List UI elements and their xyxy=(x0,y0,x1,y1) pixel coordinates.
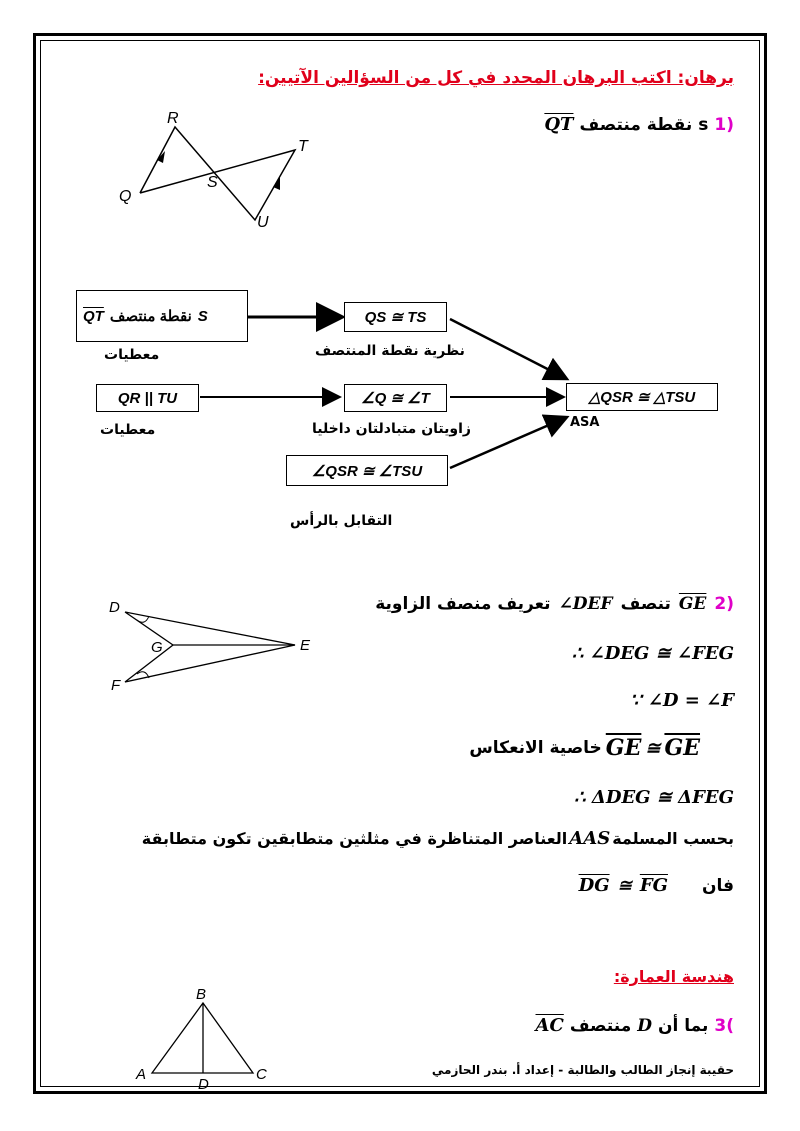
footer: حقيبة إنجاز الطالب والطالبة - إعداد أ. بندر الحازمي xyxy=(431,1063,734,1077)
step3-box xyxy=(286,455,448,486)
q2-line4-a: $\overline{GE}$ xyxy=(605,735,642,761)
q2-line7-a: فان xyxy=(701,875,734,896)
q2-line7 xyxy=(579,875,734,896)
fig3-label-D: D xyxy=(198,1076,209,1093)
step3-reason: التقابل بالرأس xyxy=(290,513,393,529)
q2-line1-b: تعريف منصف الزاوية xyxy=(375,594,551,614)
step1-reason: نظرية نقطة المنتصف xyxy=(315,343,465,359)
given1-text: نقطة منتصف xyxy=(109,308,192,325)
q1-s: s xyxy=(698,114,709,135)
q2-line1-seg: $\overline{GE}$ xyxy=(678,594,707,614)
conclusion-reason: ASA xyxy=(570,415,600,430)
q2-line1 xyxy=(375,594,734,614)
conclusion-box xyxy=(566,383,718,411)
q2-line6-aas: AAS xyxy=(569,828,611,849)
fig3-label-B: B xyxy=(196,986,207,1003)
fig1-label-S: S xyxy=(207,174,218,191)
fig3-label-A: A xyxy=(136,1066,147,1083)
q2-line1-a: تنصف xyxy=(620,594,671,614)
arch-heading: هندسة العمارة: xyxy=(613,967,734,986)
given1-box xyxy=(76,290,248,342)
fig1-label-Q: Q xyxy=(119,188,132,205)
given2-box xyxy=(96,384,199,412)
step2-box xyxy=(344,384,447,412)
arch-segment: $\overline{AC}$ xyxy=(535,1015,564,1036)
q2-line5: ∴ ΔDEG ≅ ΔFEG xyxy=(574,787,734,808)
q2-line6-a: بحسب المسلمة xyxy=(612,829,734,848)
q2-line3: ∵ ∠D = ∠F xyxy=(630,690,734,711)
given2-stmt: QR || TU xyxy=(117,389,178,407)
arch-point: D xyxy=(637,1015,652,1036)
fig1-label-U: U xyxy=(257,214,269,230)
q2-line6-b: العناصر المتناظرة في مثلثين متطابقين تكون متطابقة xyxy=(141,829,568,848)
q2-number: 2) xyxy=(714,594,734,614)
step2-reason: زاويتان متبادلتان داخليا xyxy=(312,421,471,437)
given1-seg: $\overline{QT}$ xyxy=(83,307,104,325)
q2-line4-b: $\overline{GE}$ xyxy=(664,735,700,761)
arch-statement xyxy=(536,1015,734,1036)
congruent-symbol-2: ≅ xyxy=(617,875,632,896)
q2-line7-seg2: $\overline{FG}$ xyxy=(639,875,668,896)
fig2-label-D: D xyxy=(109,599,120,616)
arch-figure xyxy=(130,985,280,1095)
fig2-label-G: G xyxy=(151,639,163,656)
q1-text: نقطة منتصف xyxy=(579,114,693,135)
section-heading: برهان: اكتب البرهان المحدد في كل من السؤالين الآتيين: xyxy=(258,68,734,88)
fig1-label-T: T xyxy=(298,138,308,155)
given2-reason: معطيات xyxy=(100,422,156,438)
arch-number: 3( xyxy=(714,1015,734,1036)
fig2-label-E: E xyxy=(300,637,311,654)
step3-stmt: ∠QSR ≅ ∠TSU xyxy=(311,462,423,480)
step2-stmt: ∠Q ≅ ∠T xyxy=(361,390,430,407)
arch-text-b: منتصف xyxy=(569,1015,632,1036)
q2-line2: ∴ ∠DEG ≅ ∠FEG xyxy=(571,643,734,664)
conclusion-stmt: △QSR ≅ △TSU xyxy=(588,389,696,406)
fig1-label-R: R xyxy=(167,110,179,127)
q2-line1-angle: ∠DEF xyxy=(558,594,613,614)
q1-segment: $\overline{QT}$ xyxy=(544,114,574,135)
given1-s: S xyxy=(197,307,208,325)
given1-reason: معطيات xyxy=(104,347,160,363)
q1-number: 1) xyxy=(714,114,734,135)
congruent-symbol: ≅ xyxy=(645,737,661,759)
q2-figure xyxy=(105,590,325,700)
step1-stmt: QS ≅ TS xyxy=(364,309,427,326)
q2-line7-seg1: $\overline{DG}$ xyxy=(578,875,610,896)
fig2-label-F: F xyxy=(111,677,121,694)
step1-box xyxy=(344,302,447,332)
q2-line6 xyxy=(142,828,734,849)
arch-text-a: بما أن xyxy=(657,1015,709,1036)
fig3-label-C: C xyxy=(256,1066,267,1083)
q2-line4 xyxy=(469,735,700,761)
q2-line4-reason: خاصية الانعكاس xyxy=(469,738,602,758)
